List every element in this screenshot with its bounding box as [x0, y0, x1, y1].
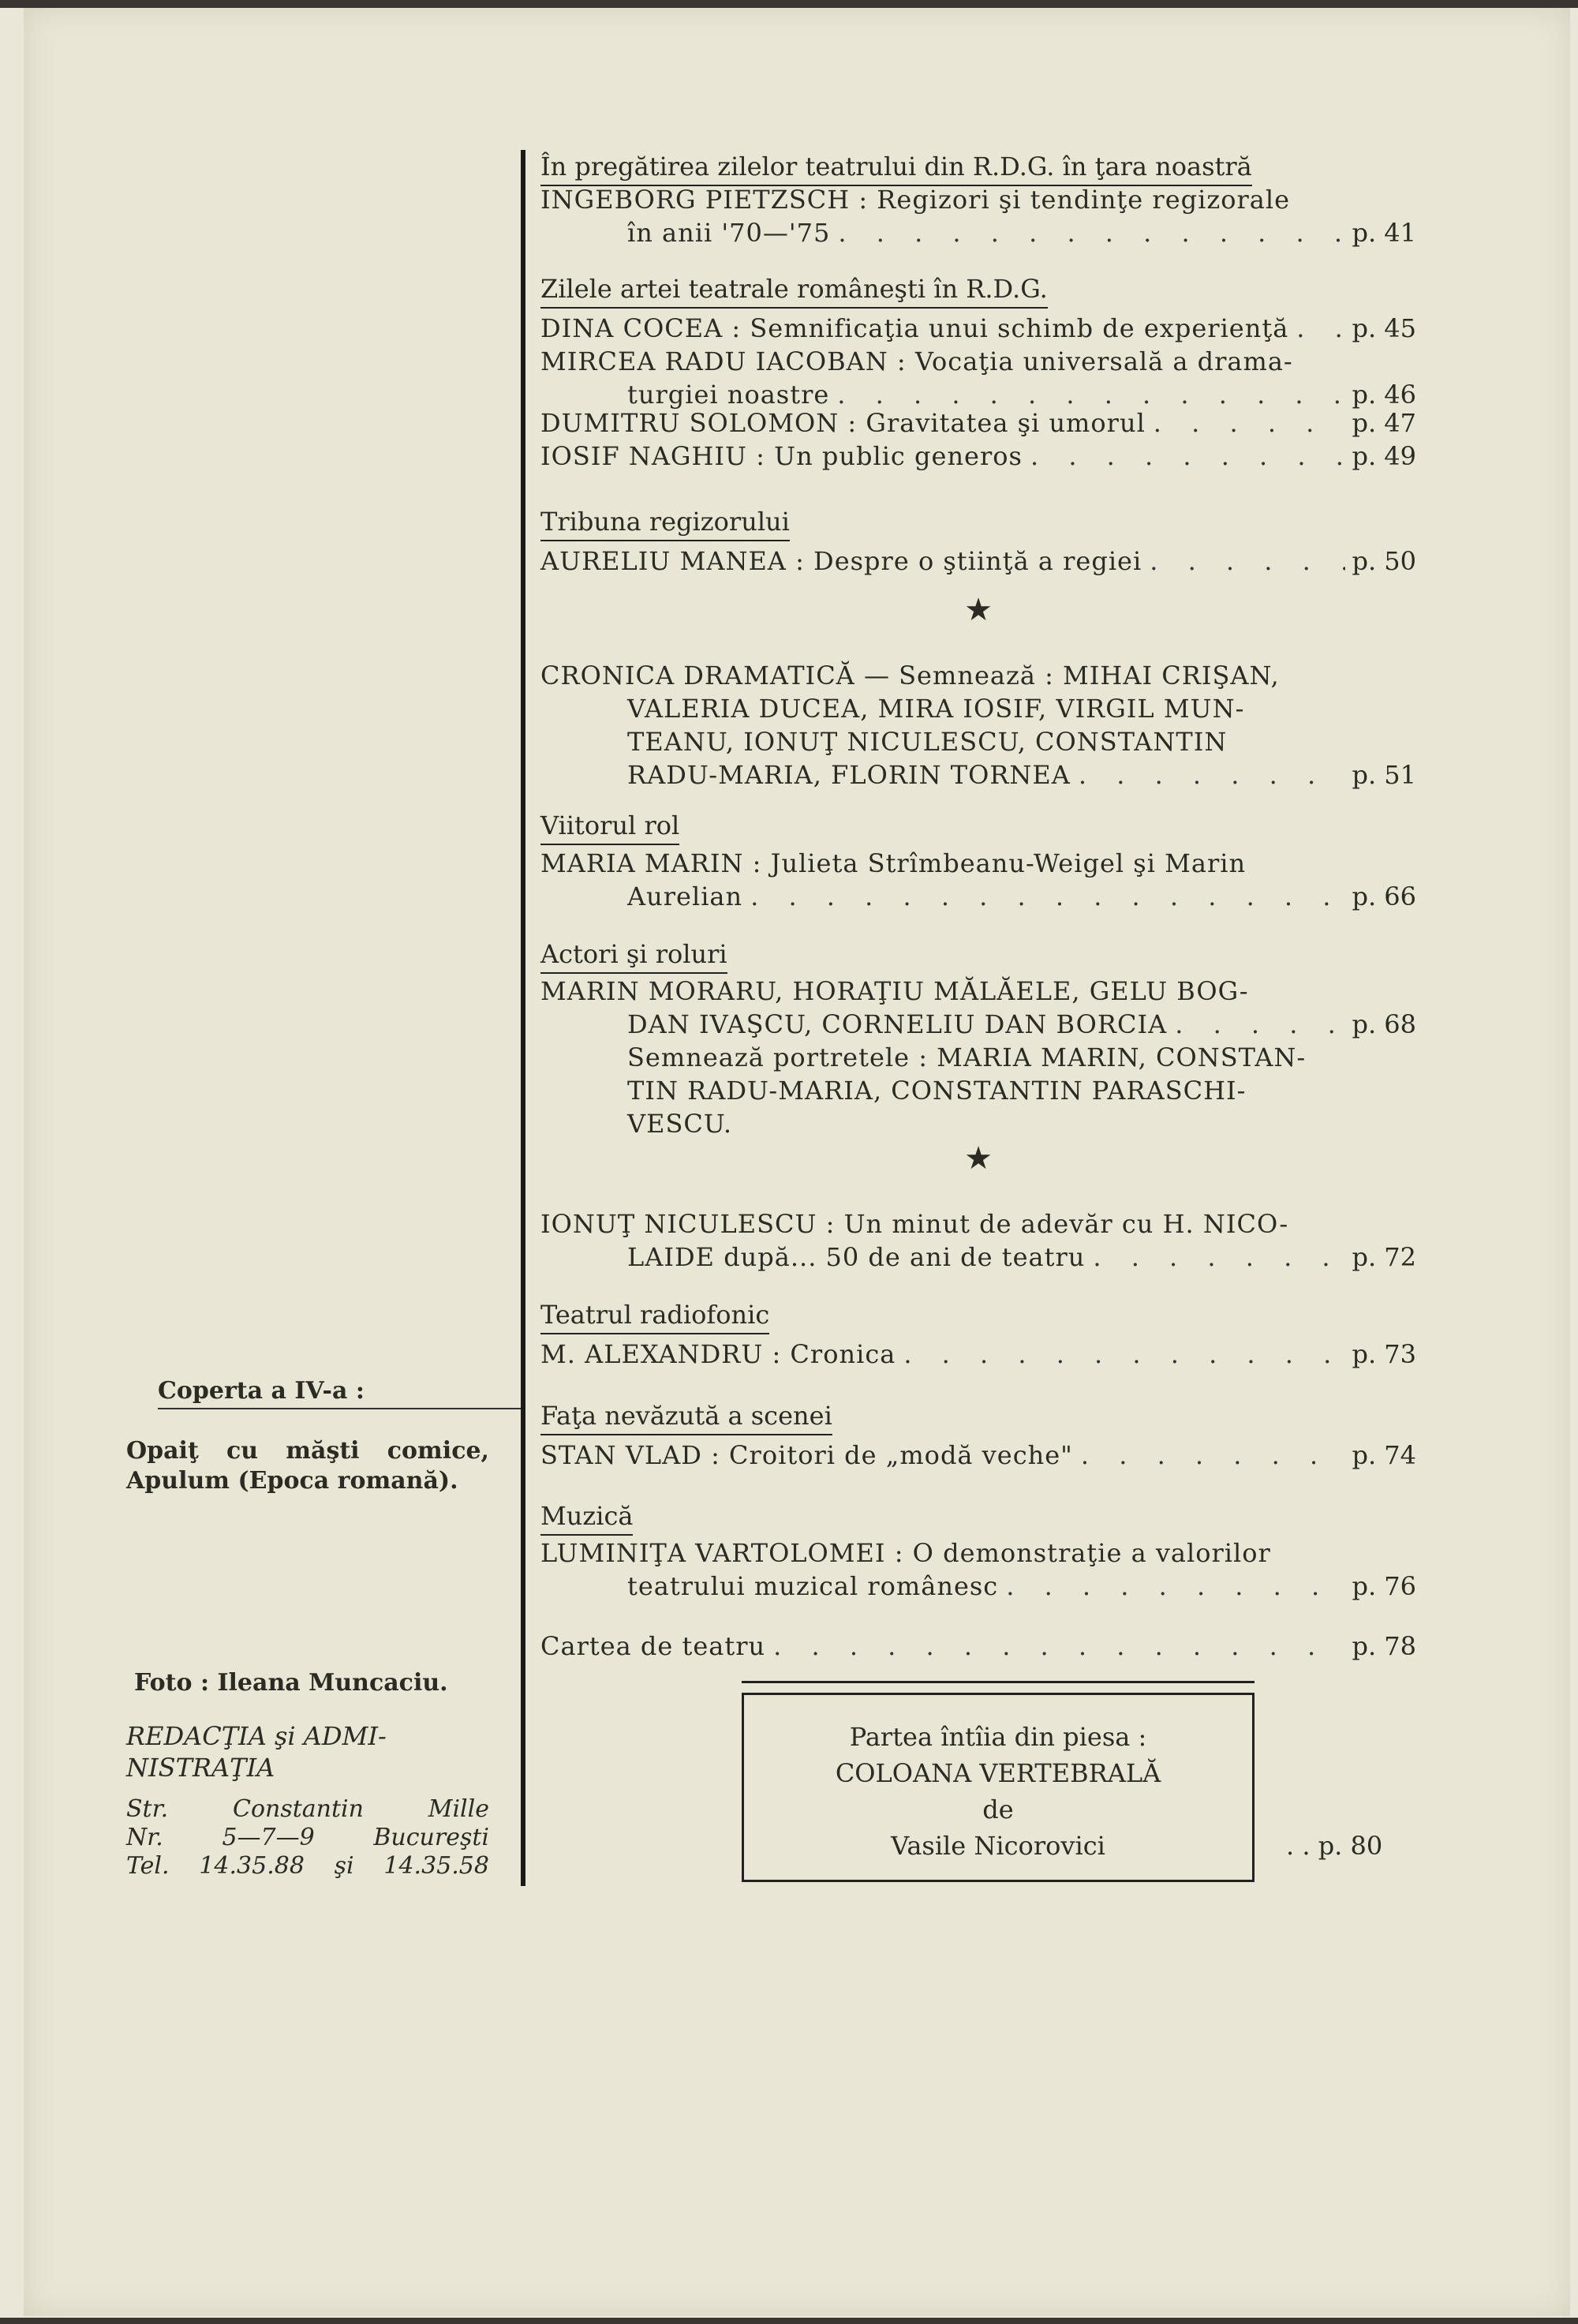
toc-entry-text: teatrului muzical românesc — [627, 1571, 999, 1601]
toc-entry — [540, 1207, 1416, 1274]
leader-dots — [1073, 1439, 1346, 1472]
leader-dots — [1288, 312, 1345, 345]
toc-entry-line — [540, 1630, 1416, 1663]
page-number: p. 46 — [1352, 380, 1416, 410]
page-number: p. 78 — [1352, 1631, 1416, 1661]
leader-dots — [1167, 1008, 1345, 1041]
featured-play-box — [742, 1693, 1255, 1882]
toc-entry-text: AURELIU MANEA : Despre o ştiinţă a regiei — [540, 546, 1142, 576]
toc-entry — [540, 183, 1416, 249]
toc-entry-line — [540, 1570, 1416, 1603]
featured-by: de — [982, 1794, 1014, 1824]
star-divider-1: ★ — [964, 592, 993, 628]
section-heading-viitorul: Viitorul rol — [540, 809, 679, 845]
page-number: p. 72 — [1352, 1242, 1416, 1272]
leader-dots — [742, 880, 1345, 913]
toc-entry-line — [540, 1008, 1416, 1041]
leader-dots — [896, 1338, 1345, 1371]
toc-entry-text: VALERIA DUCEA, MIRA IOSIF, VIRGIL MUN- — [627, 694, 1245, 724]
page-number: p. 68 — [1352, 1009, 1416, 1039]
editorial-address — [126, 1795, 489, 1881]
toc-entry-line — [540, 545, 1416, 578]
address-phone: Tel. 14.35.88 şi 14.35.58 — [126, 1852, 489, 1880]
page-number: p. 73 — [1352, 1339, 1416, 1369]
toc-entry-line — [540, 183, 1416, 216]
toc-entry-text: INGEBORG PIETZSCH : Regizori şi tendinţe regizorale — [540, 185, 1291, 215]
toc-entry-line — [540, 1107, 1416, 1140]
leader-dots — [1071, 758, 1346, 792]
page-number: p. 74 — [1352, 1440, 1416, 1470]
toc-entry-text: turgiei noastre — [627, 380, 830, 410]
section-heading-actori: Actori şi roluri — [540, 937, 727, 974]
toc-entry-line — [540, 758, 1416, 792]
toc-entry — [540, 406, 1416, 440]
toc-entry-text: DUMITRU SOLOMON : Gravitatea şi umorul — [540, 408, 1146, 438]
leader-dots — [1085, 1241, 1345, 1274]
address-street: Str. Constantin Mille — [126, 1795, 489, 1823]
toc-entry-text: Cartea de teatru — [540, 1631, 766, 1661]
section-heading-muzica: Muzică — [540, 1499, 633, 1536]
toc-entry — [540, 1630, 1416, 1663]
toc-entry — [540, 659, 1416, 792]
bottom-edge — [0, 2318, 1578, 2324]
page-number: p. 50 — [1352, 546, 1416, 576]
toc-entry — [540, 440, 1416, 473]
section-heading-zilele: Zilele artei teatrale româneşti în R.D.G. — [540, 272, 1048, 309]
toc-entry-text: MARIA MARIN : Julieta Strîmbeanu-Weigel şi Marin — [540, 848, 1247, 878]
toc-entry-line — [540, 1041, 1416, 1074]
column-divider — [521, 150, 525, 1886]
toc-entry — [540, 975, 1416, 1140]
toc-entry-line — [540, 1338, 1416, 1371]
toc-entry-text: Semnează portretele : MARIA MARIN, CONSTAN- — [627, 1042, 1307, 1072]
address-number: Nr. 5—7—9 Bucureşti — [126, 1824, 489, 1851]
toc-entry-text: M. ALEXANDRU : Cronica — [540, 1339, 896, 1369]
toc-entry-line — [540, 1241, 1416, 1274]
leader-dots — [1146, 406, 1346, 440]
cover-label: Coperta a IV-a : — [158, 1377, 521, 1409]
section-heading-radiofonic: Teatrul radiofonic — [540, 1298, 769, 1334]
box-top-rule — [742, 1681, 1255, 1683]
toc-entry-text: LUMINIŢA VARTOLOMEI : O demonstraţie a valorilor — [540, 1538, 1271, 1568]
toc-entry — [540, 312, 1416, 345]
photo-credit: Foto : Ileana Muncaciu. — [134, 1669, 448, 1697]
toc-entry-text: VESCU. — [627, 1109, 733, 1139]
toc-entry-text: MIRCEA RADU IACOBAN : Vocaţia universală a drama- — [540, 346, 1293, 376]
leader-dots — [765, 1630, 1345, 1663]
toc-entry-line — [540, 659, 1416, 692]
page-number: p. 76 — [1352, 1571, 1416, 1601]
page-number: p. 41 — [1352, 218, 1416, 248]
toc-entry-text: IOSIF NAGHIU : Un public generos — [540, 441, 1023, 471]
leader-dots — [830, 216, 1345, 249]
toc-entry-line — [540, 1536, 1416, 1570]
toc-entry-line — [540, 725, 1416, 758]
page-number: p. 66 — [1352, 881, 1416, 911]
toc-entry-line — [540, 406, 1416, 440]
toc-entry-text: DAN IVAŞCU, CORNELIU DAN BORCIA — [627, 1009, 1168, 1039]
star-divider-2: ★ — [964, 1140, 993, 1177]
featured-page: . . p. 80 — [1286, 1831, 1383, 1861]
toc-entry — [540, 1536, 1416, 1603]
toc-entry-text: în anii '70—'75 — [627, 218, 831, 248]
page-number: p. 51 — [1352, 760, 1416, 790]
page-number: p. 49 — [1352, 441, 1416, 471]
toc-entry — [540, 1338, 1416, 1371]
toc-entry-line — [540, 880, 1416, 913]
section-heading-rdg: În pregătirea zilelor teatrului din R.D.G. în ţara noastră — [540, 150, 1252, 186]
toc-entry — [540, 545, 1416, 578]
toc-entry-line — [540, 1439, 1416, 1472]
toc-entry — [540, 847, 1416, 913]
toc-entry-text: CRONICA DRAMATICĂ — Semnează : MIHAI CRIŞAN, — [540, 661, 1280, 690]
toc-entry-line — [540, 1074, 1416, 1107]
toc-entry-text: RADU-MARIA, FLORIN TORNEA — [627, 760, 1071, 790]
page-number: p. 45 — [1352, 313, 1416, 343]
leader-dots — [1142, 545, 1345, 578]
toc-entry-text: LAIDE după... 50 de ani de teatru — [627, 1242, 1086, 1272]
section-heading-tribuna: Tribuna regizorului — [540, 505, 790, 541]
toc-entry-line — [540, 847, 1416, 880]
toc-entry-text: STAN VLAD : Croitori de „modă veche" — [540, 1440, 1073, 1470]
toc-entry-line — [540, 975, 1416, 1008]
featured-author: Vasile Nicorovici — [891, 1831, 1105, 1861]
toc-entry-text: TIN RADU-MARIA, CONSTANTIN PARASCHI- — [627, 1076, 1247, 1106]
toc-entry-text: IONUŢ NICULESCU : Un minut de adevăr cu H. NICO- — [540, 1209, 1289, 1239]
toc-entry-line — [540, 345, 1416, 378]
toc-entry-line — [540, 216, 1416, 249]
top-edge — [0, 0, 1578, 8]
featured-intro: Partea întîia din piesa : — [849, 1722, 1147, 1752]
toc-entry-line — [540, 692, 1416, 725]
section-heading-fata: Faţa nevăzută a scenei — [540, 1399, 832, 1435]
page-number: p. 47 — [1352, 408, 1416, 438]
toc-entry-text: TEANU, IONUŢ NICULESCU, CONSTANTIN — [627, 727, 1228, 757]
leader-dots — [998, 1570, 1345, 1603]
featured-title: COLOANA VERTEBRALĂ — [835, 1758, 1161, 1788]
toc-entry-line — [540, 1207, 1416, 1241]
editorial-heading: REDACŢIA şi ADMI-NISTRAŢIA — [126, 1721, 387, 1783]
toc-entry — [540, 1439, 1416, 1472]
toc-entry-line — [540, 440, 1416, 473]
toc-entry — [540, 345, 1416, 411]
toc-entry-text: MARIN MORARU, HORAŢIU MĂLĂELE, GELU BOG- — [540, 976, 1249, 1006]
cover-text: Opaiţ cu măşti comice, Apulum (Epoca romană). — [126, 1437, 489, 1495]
toc-entry-text: Aurelian — [627, 881, 743, 911]
toc-entry-line — [540, 312, 1416, 345]
leader-dots — [1023, 440, 1345, 473]
toc-entry-text: DINA COCEA : Semnificaţia unui schimb de experienţă — [540, 313, 1289, 343]
